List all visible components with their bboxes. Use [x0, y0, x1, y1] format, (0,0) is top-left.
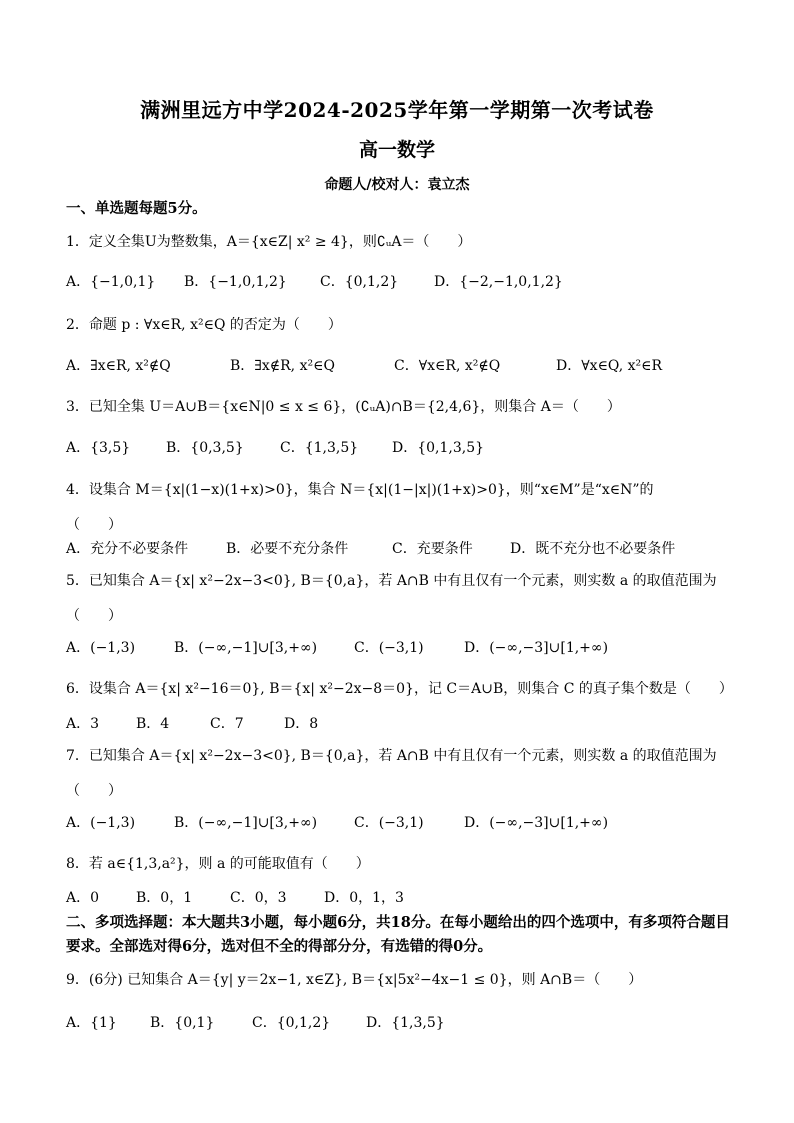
question-6-option-a[interactable]: A．3	[66, 716, 100, 732]
question-2-option-c[interactable]: C．∀x∈R, x²∉Q	[394, 358, 501, 374]
question-5-option-d[interactable]: D．(−∞,−3]∪[1,+∞)	[464, 640, 609, 656]
question-8-stem: 8．若 a∈{1,3,a²}，则 a 的可能取值有（ ）	[66, 856, 370, 872]
question-7-stem: 7．已知集合 A＝{x| x²−2x−3<0}, B＝{0,a}，若 A∩B 中有且仅有一个元素，则实数 a 的取值范围为	[66, 748, 717, 764]
question-4-option-b[interactable]: B．必要不充分条件	[226, 541, 349, 557]
question-4-option-c[interactable]: C．充要条件	[392, 541, 473, 557]
question-5-stem: 5．已知集合 A＝{x| x²−2x−3<0}, B＝{0,a}，若 A∩B 中有且仅有一个元素，则实数 a 的取值范围为	[66, 573, 717, 589]
question-1-option-d[interactable]: D．{−2,−1,0,1,2}	[434, 274, 563, 290]
question-3-option-d[interactable]: D．{0,1,3,5}	[392, 440, 485, 456]
question-7-option-b[interactable]: B．(−∞,−1]∪[3,+∞)	[174, 815, 318, 831]
exam-subtitle: 高一数学	[358, 139, 435, 161]
question-5-option-c[interactable]: C．(−3,1)	[354, 640, 424, 656]
question-8-option-d[interactable]: D．0，1，3	[324, 890, 404, 906]
question-4-options	[66, 539, 746, 559]
question-6-option-d[interactable]: D．8	[284, 716, 319, 732]
question-6-options	[66, 714, 746, 734]
question-1-option-a[interactable]: A．{−1,0,1}	[66, 274, 156, 290]
question-2-option-a[interactable]: A．∃x∈R, x²∉Q	[66, 358, 171, 374]
question-2-options	[66, 356, 746, 376]
question-1-stem: 1．定义全集U为整数集，A＝{x∈Z| x² ≥ 4}，则∁ᵤA＝（ ）	[66, 234, 472, 250]
question-7-answer-blank: （ ）	[66, 783, 122, 799]
question-8-option-a[interactable]: A．0	[66, 890, 100, 906]
question-6-option-c[interactable]: C．7	[210, 716, 244, 732]
question-2-option-b[interactable]: B．∃x∉R, x²∈Q	[230, 358, 335, 374]
question-1-options	[66, 272, 746, 292]
question-8-option-c[interactable]: C．0，3	[230, 890, 287, 906]
question-3-option-a[interactable]: A．{3,5}	[66, 440, 131, 456]
question-3-options	[66, 438, 746, 458]
question-3-option-b[interactable]: B．{0,3,5}	[166, 440, 244, 456]
question-7-option-c[interactable]: C．(−3,1)	[354, 815, 424, 831]
question-2-stem: 2．命题 p : ∀x∈R, x²∈Q 的否定为（ ）	[66, 317, 342, 333]
question-9-option-d[interactable]: D．{1,3,5}	[366, 1015, 445, 1031]
exam-author: 命题人/校对人：袁立杰	[324, 177, 470, 193]
question-3-option-c[interactable]: C．{1,3,5}	[280, 440, 359, 456]
question-4-answer-blank: （ ）	[66, 517, 122, 533]
question-5-options	[66, 638, 746, 658]
question-7-options	[66, 813, 746, 833]
exam-title: 满洲里远方中学2024-2025学年第一学期第一次考试卷	[140, 98, 654, 122]
question-9-option-b[interactable]: B．{0,1}	[150, 1015, 215, 1031]
question-2-option-d[interactable]: D．∀x∈Q, x²∈R	[556, 358, 663, 374]
question-4-option-d[interactable]: D．既不充分也不必要条件	[510, 541, 676, 557]
question-7-option-d[interactable]: D．(−∞,−3]∪[1,+∞)	[464, 815, 609, 831]
question-5-option-a[interactable]: A．(−1,3)	[66, 640, 136, 656]
question-8-option-b[interactable]: B．0，1	[136, 890, 193, 906]
question-8-options	[66, 888, 746, 908]
question-1-option-c[interactable]: C．{0,1,2}	[320, 274, 399, 290]
question-4-option-a[interactable]: A．充分不必要条件	[66, 541, 189, 557]
question-7-option-a[interactable]: A．(−1,3)	[66, 815, 136, 831]
question-9-option-c[interactable]: C．{0,1,2}	[252, 1015, 331, 1031]
section-1-heading: 一、单选题每题5分。	[66, 200, 207, 217]
question-4-stem: 4．设集合 M＝{x|(1−x)(1+x)>0}，集合 N＝{x|(1−|x|)(1+x)>0}，则“x∈M”是“x∈N”的	[66, 482, 654, 498]
question-1-option-b[interactable]: B．{−1,0,1,2}	[184, 274, 287, 290]
question-9-option-a[interactable]: A．{1}	[66, 1015, 117, 1031]
question-5-answer-blank: （ ）	[66, 608, 122, 624]
question-5-option-b[interactable]: B．(−∞,−1]∪[3,+∞)	[174, 640, 318, 656]
section-2-heading: 二、多项选择题：本大题共3小题，每小题6分，共18分。在每小题给出的四个选项中，有多项符合题目要求。全部选对得6分，选对但不全的得部分分，有选错的得0分。	[66, 914, 730, 955]
question-9-stem: 9．(6分) 已知集合 A＝{y| y＝2x−1, x∈Z}, B＝{x|5x²−4x−1 ≤ 0}，则 A∩B＝（ ）	[66, 972, 643, 988]
question-6-option-b[interactable]: B．4	[136, 716, 170, 732]
question-6-stem: 6．设集合 A＝{x| x²−16＝0}, B＝{x| x²−2x−8＝0}，记 C＝A∪B，则集合 C 的真子集个数是（ ）	[66, 681, 733, 697]
question-9-options	[66, 1013, 746, 1033]
question-3-stem: 3．已知全集 U＝A∪B＝{x∈N|0 ≤ x ≤ 6}，(∁ᵤA)∩B＝{2,4,6}，则集合 A＝（ ）	[66, 399, 621, 415]
